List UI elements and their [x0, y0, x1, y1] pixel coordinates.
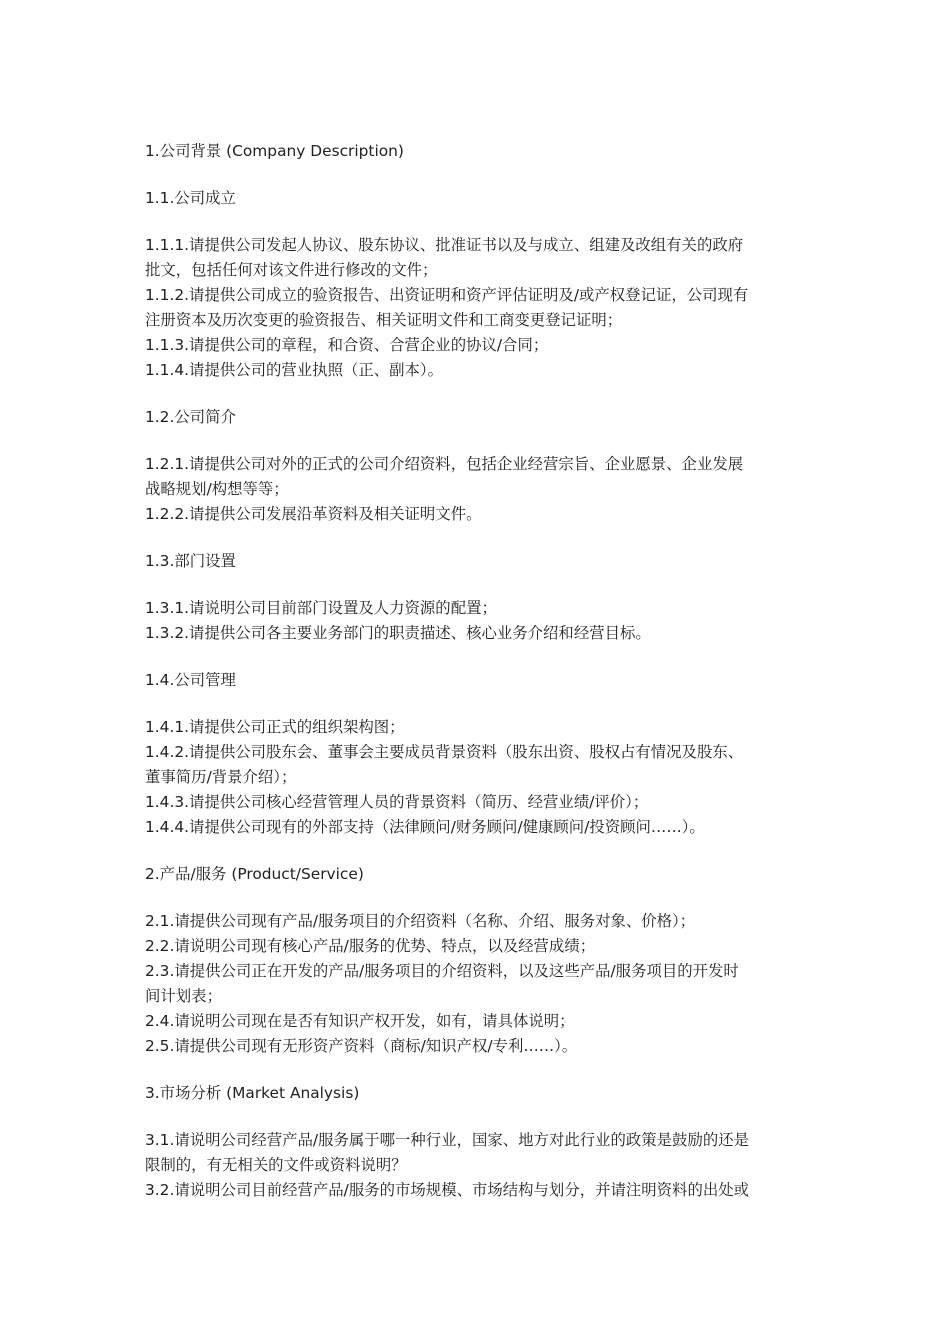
list-item: 2.2.请说明公司现有核心产品/服务的优势、特点，以及经营成绩； [145, 937, 596, 955]
list-item-continued: 间计划表； [145, 987, 222, 1005]
list-item: 1.2.1.请提供公司对外的正式的公司介绍资料，包括企业经营宗旨、企业愿景、企业发展 [145, 455, 744, 473]
list-item: 3.2.请说明公司目前经营产品/服务的市场规模、市场结构与划分，并请注明资料的出处或 [145, 1181, 750, 1199]
subsection-heading: 1.2.公司简介 [145, 408, 236, 426]
list-item: 1.2.2.请提供公司发展沿革资料及相关证明文件。 [145, 505, 482, 523]
list-item-continued: 董事简历/背景介绍）； [145, 768, 297, 786]
list-item: 2.4.请说明公司现在是否有知识产权开发，如有，请具体说明； [145, 1012, 575, 1030]
list-item: 1.4.4.请提供公司现有的外部支持（法律顾问/财务顾问/健康顾问/投资顾问……）。 [145, 818, 705, 836]
list-item: 1.4.3.请提供公司核心经营管理人员的背景资料（简历、经营业绩/评价）； [145, 793, 649, 811]
list-item: 2.3.请提供公司正在开发的产品/服务项目的介绍资料，以及这些产品/服务项目的开发时 [145, 962, 739, 980]
list-item: 3.1.请说明公司经营产品/服务属于哪一种行业，国家、地方对此行业的政策是鼓励的还是 [145, 1131, 750, 1149]
subsection-heading: 1.3.部门设置 [145, 552, 236, 570]
list-item: 2.1.请提供公司现有产品/服务项目的介绍资料（名称、介绍、服务对象、价格）； [145, 912, 696, 930]
list-item-continued: 注册资本及历次变更的验资报告、相关证明文件和工商变更登记证明； [145, 311, 623, 329]
list-item: 1.3.2.请提供公司各主要业务部门的职责描述、核心业务介绍和经营目标。 [145, 624, 651, 642]
list-item: 1.1.3.请提供公司的章程，和合资、合营企业的协议/合同； [145, 336, 549, 354]
subsection-heading: 1.1.公司成立 [145, 189, 236, 207]
subsection-heading: 1.4.公司管理 [145, 671, 236, 689]
section-heading: 1.公司背景 (Company Description) [145, 142, 404, 160]
list-item: 1.4.1.请提供公司正式的组织架构图； [145, 718, 405, 736]
list-item-continued: 批文，包括任何对该文件进行修改的文件； [145, 261, 438, 279]
document-body [145, 139, 810, 1203]
section-heading: 2.产品/服务 (Product/Service) [145, 865, 364, 883]
list-item: 2.5.请提供公司现有无形资产资料（商标/知识产权/专利……）。 [145, 1037, 578, 1055]
list-item: 1.1.2.请提供公司成立的验资报告、出资证明和资产评估证明及/或产权登记证，公司现有 [145, 286, 749, 304]
list-item: 1.3.1.请说明公司目前部门设置及人力资源的配置； [145, 599, 497, 617]
list-item-continued: 战略规划/构想等等； [145, 480, 289, 498]
list-item: 1.1.4.请提供公司的营业执照（正、副本）。 [145, 361, 443, 379]
list-item-continued: 限制的，有无相关的文件或资料说明？ [145, 1156, 407, 1174]
list-item: 1.4.2.请提供公司股东会、董事会主要成员背景资料（股东出资、股权占有情况及股东、 [145, 743, 744, 761]
list-item: 1.1.1.请提供公司发起人协议、股东协议、批准证书以及与成立、组建及改组有关的政府 [145, 236, 744, 254]
section-heading: 3.市场分析 (Market Analysis) [145, 1084, 360, 1102]
